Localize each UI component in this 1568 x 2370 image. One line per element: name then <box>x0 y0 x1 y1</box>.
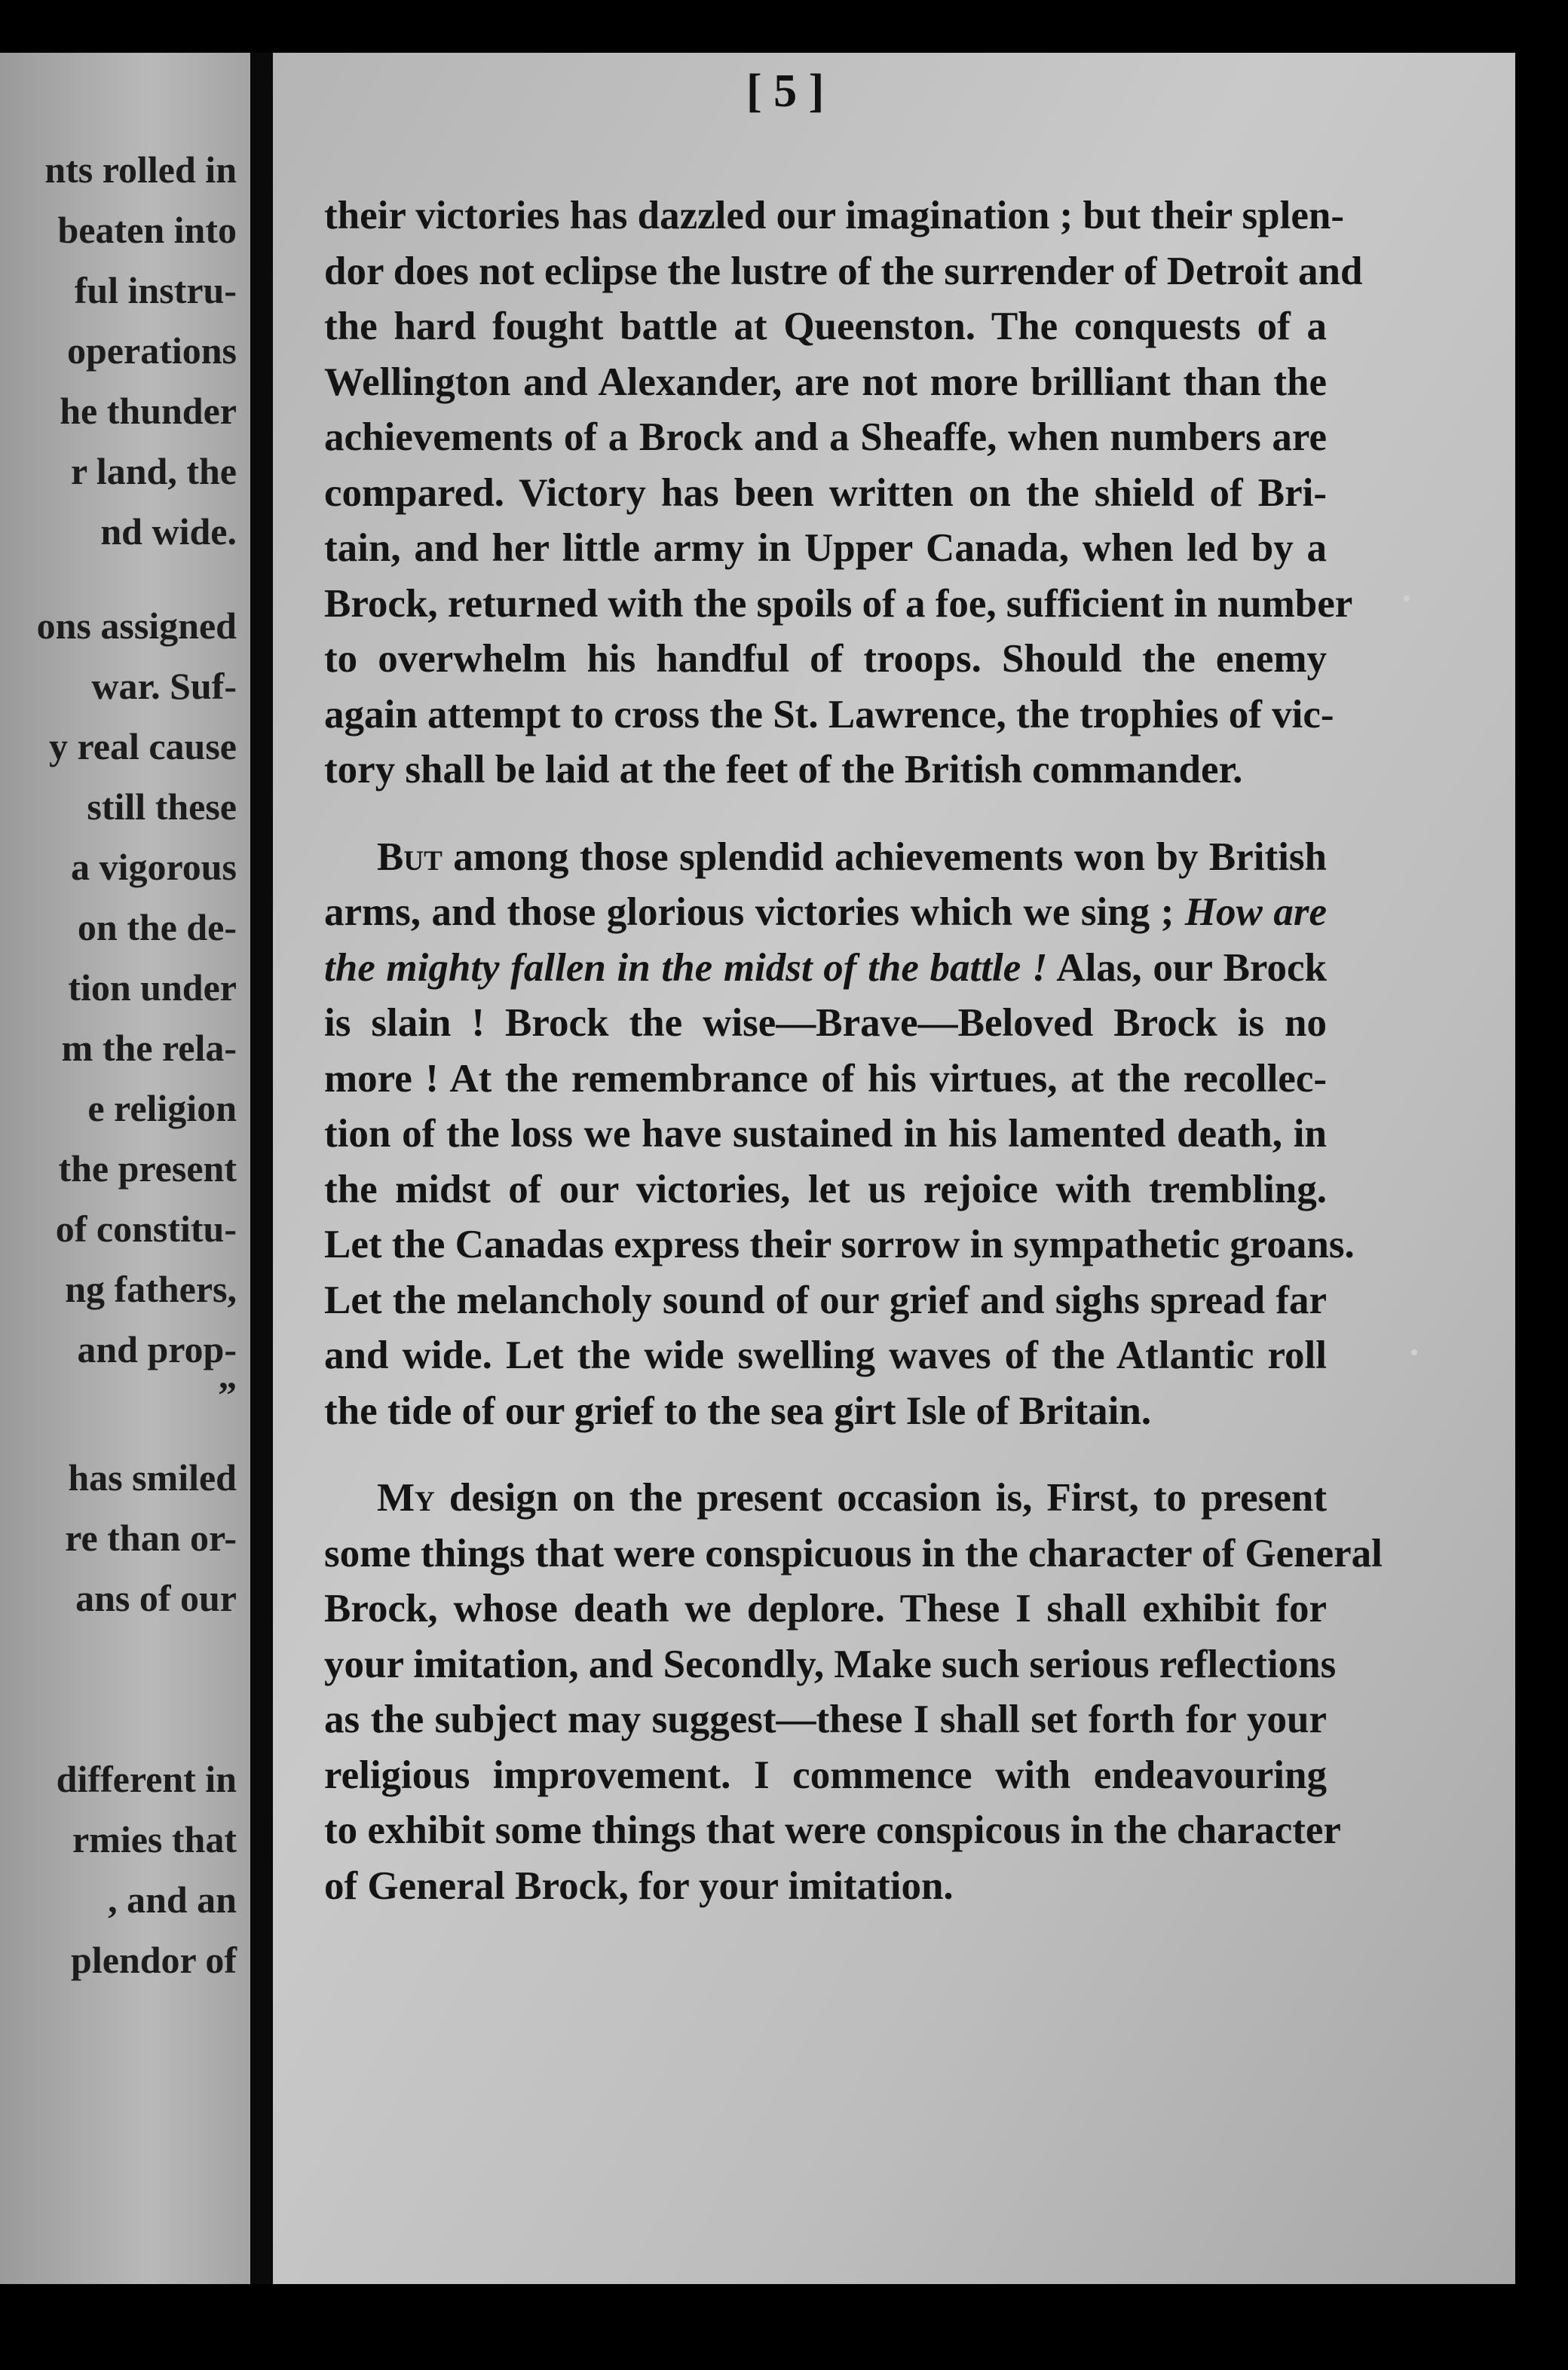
italic-quote: How are <box>1184 890 1327 934</box>
text-line: tory shall be laid at the feet of the British commander. <box>324 748 1243 792</box>
left-page-fragment: operations <box>67 329 237 372</box>
left-page-fragment: nts rolled in <box>44 149 237 191</box>
left-page-fragment: a vigorous <box>71 846 237 888</box>
text-line: dor does not eclipse the lustre of the surrender of Detroit and <box>324 249 1363 293</box>
text-line: again attempt to cross the St. Lawrence, the trophies of vic- <box>324 692 1334 736</box>
text-fragment: design on the present occasion is, First, to present <box>434 1476 1327 1520</box>
text-line: tion of the loss we have sustained in his lamented death, in <box>324 1112 1327 1156</box>
text-line: more ! At the remembrance of his virtues, at the recollec- <box>324 1056 1327 1101</box>
book-gutter <box>250 53 273 2284</box>
left-page-fragment: he thunder <box>60 390 237 432</box>
left-page-fragment: e religion <box>87 1087 237 1129</box>
left-page-fragment: ” <box>218 1373 237 1416</box>
text-line: the midst of our victories, let us rejoice with trembling. <box>324 1167 1327 1211</box>
left-page-fragment: the present <box>58 1147 237 1190</box>
text-line: Brock, whose death we deplore. These I shall exhibit for <box>324 1587 1327 1631</box>
left-page-edge <box>0 53 250 2284</box>
paragraph-1 <box>324 188 1363 798</box>
text-fragment: among those splendid achievements won by British <box>442 834 1327 879</box>
left-page-fragment: of constitu- <box>55 1208 237 1250</box>
text-line: the hard fought battle at Queenston. The conquests of a <box>324 305 1327 348</box>
left-page-fragment: ng fathers, <box>65 1268 237 1310</box>
text-line <box>324 941 1327 997</box>
text-line: and wide. Let the wide swelling waves of the Atlantic roll <box>324 1334 1327 1377</box>
text-line: tain, and her little army in Upper Canada, when led by a <box>324 526 1327 570</box>
left-page-fragment: war. Suf- <box>91 665 237 707</box>
paragraph-3 <box>324 1471 1383 1914</box>
body-text <box>324 188 1383 1914</box>
lead-word: But <box>377 834 443 879</box>
left-page-fragment: and prop- <box>77 1328 237 1370</box>
paper-speck <box>1404 596 1410 602</box>
left-page-fragment: y real cause <box>48 725 237 767</box>
text-line: of General Brock, for your imitation. <box>324 1863 954 1908</box>
left-page-fragment: plendor of <box>71 1939 237 1981</box>
left-page-fragment: different in <box>56 1758 237 1800</box>
text-line: religious improvement. I commence with endeavouring <box>324 1753 1327 1797</box>
text-line: as the subject may suggest—these I shall set forth for your <box>324 1698 1327 1741</box>
text-line <box>324 885 1327 941</box>
lead-word: My <box>377 1476 435 1520</box>
left-page-fragment: re than or- <box>65 1517 237 1559</box>
text-line: achievements of a Brock and a Sheaffe, when numbers are <box>324 415 1327 459</box>
paragraph-2 <box>324 830 1355 1440</box>
left-page-fragment: m the rela- <box>61 1027 237 1069</box>
left-page-fragment: , and an <box>108 1879 237 1921</box>
text-line: Brock, returned with the spoils of a foe, sufficient in number <box>324 581 1353 626</box>
italic-quote: the mighty fallen in the midst of the battle ! <box>324 945 1048 990</box>
text-line: Wellington and Alexander, are not more brilliant than the <box>324 360 1327 404</box>
left-page-fragment: still these <box>87 785 237 828</box>
page-number: [ 5 ] <box>746 66 825 117</box>
text-line: compared. Victory has been written on the shield of Bri- <box>324 470 1327 515</box>
text-line <box>324 830 1327 886</box>
left-page-fragment: rmies that <box>72 1818 237 1860</box>
text-line: your imitation, and Secondly, Make such serious reflections <box>324 1642 1337 1686</box>
text-line: their victories has dazzled our imagination ; but their splen- <box>324 194 1344 237</box>
text-line: some things that were conspicuous in the character of General <box>324 1531 1383 1575</box>
left-page-fragment: ons assigned <box>36 605 237 647</box>
left-page-fragment: r land, the <box>71 450 237 492</box>
text-line: the tide of our grief to the sea girt Isle of Britain. <box>324 1389 1152 1433</box>
left-page-fragment: ans of our <box>75 1577 237 1619</box>
left-page-fragment: on the de- <box>77 906 237 948</box>
text-line: to overwhelm his handful of troops. Should the enemy <box>324 637 1327 681</box>
text-line: Let the Canadas express their sorrow in sympathetic groans. <box>324 1223 1355 1266</box>
text-line: Let the melancholy sound of our grief and sighs spread far <box>324 1278 1327 1322</box>
text-fragment: Alas, our Brock <box>1047 945 1327 990</box>
text-fragment: arms, and those glorious victories which we sing ; <box>324 890 1185 934</box>
left-page-fragment: ful instru- <box>74 269 237 311</box>
left-page-fragment: nd wide. <box>100 510 237 553</box>
left-page-fragment: has smiled <box>68 1456 237 1499</box>
left-page-fragment: beaten into <box>57 209 237 251</box>
text-line: to exhibit some things that were conspicous in the character <box>324 1808 1341 1852</box>
paper-speck <box>1411 1349 1417 1355</box>
text-line <box>324 1471 1327 1526</box>
left-page-fragment: tion under <box>68 966 237 1009</box>
text-line: is slain ! Brock the wise—Brave—Beloved Brock is no <box>324 1001 1327 1045</box>
